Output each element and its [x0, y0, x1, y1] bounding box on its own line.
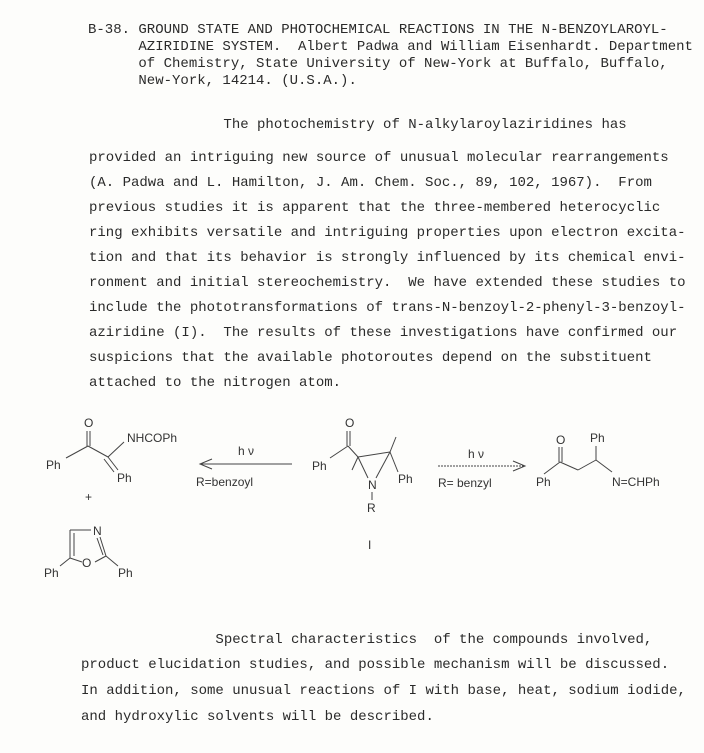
- body-line: previous studies it is apparent that the three-membered heterocyclic: [89, 200, 661, 216]
- phenyl-label: Ph: [312, 459, 327, 473]
- arrow-label-bottom: R= benzyl: [438, 476, 492, 490]
- bond-line: [560, 462, 578, 470]
- body-line: and hydroxylic solvents will be described.: [81, 709, 434, 725]
- bond-line: [330, 446, 348, 458]
- bond-line: [108, 457, 118, 470]
- body-line: product elucidation studies, and possible mechanism will be discussed.: [81, 657, 670, 673]
- body-line: Spectral characteristics of the compounds involved,: [81, 632, 653, 648]
- bond-line: [60, 558, 70, 566]
- atom-label: O: [84, 416, 94, 430]
- atom-label: O: [556, 433, 566, 447]
- body-line: suspicions that the available photoroutes depend on the substituent: [89, 350, 652, 366]
- bond-line: [544, 462, 560, 474]
- arrow-label-top: h ν: [238, 444, 255, 458]
- header-line: B-38. GROUND STATE AND PHOTOCHEMICAL REACTIONS IN THE N-BENZOYLAROYL-: [88, 22, 668, 38]
- header-line: AZIRIDINE SYSTEM. Albert Padwa and William Eisenhardt. Department: [88, 39, 693, 55]
- body-line: The photochemistry of N-alkylaroylaziridines has: [89, 117, 627, 133]
- right-arrow: [438, 447, 525, 490]
- body-line: aziridine (I). The results of these investigations have confirmed our: [89, 325, 678, 341]
- phenyl-label: Ph: [536, 475, 551, 489]
- bond-line: [70, 558, 82, 562]
- substituent-label: N=CHPh: [612, 475, 660, 489]
- body-line: tion and that its behavior is strongly influenced by its chemical envi-: [89, 250, 686, 266]
- bond-line: [88, 446, 108, 457]
- bond-line: [358, 457, 368, 478]
- phenyl-label: Ph: [46, 458, 61, 472]
- body-line: attached to the nitrogen atom.: [89, 375, 342, 391]
- phenyl-label: Ph: [117, 471, 132, 485]
- bond-line: [104, 459, 114, 472]
- arrow-label-top: h ν: [468, 447, 485, 461]
- phenyl-label: Ph: [398, 472, 413, 486]
- bond-line: [358, 452, 390, 457]
- substituent-label: NHCOPh: [127, 431, 178, 445]
- bond-line: [348, 446, 358, 457]
- bond-line: [390, 437, 396, 452]
- bond-line: [578, 460, 596, 470]
- bond-line: [97, 538, 103, 555]
- header-line: of Chemistry, State University of New-York at Buffalo, Buffalo,: [88, 56, 668, 72]
- bond-line: [352, 457, 358, 470]
- phenyl-label: Ph: [590, 431, 605, 445]
- right-product: [536, 431, 660, 489]
- aziridine-start: [312, 416, 413, 552]
- bond-line: [376, 452, 390, 478]
- body-line: ring exhibits versatile and intriguing properties upon electron excita-: [89, 225, 686, 241]
- bond-line: [390, 452, 398, 472]
- phenyl-label: Ph: [118, 566, 133, 580]
- atom-label: N: [93, 524, 102, 538]
- body-line: ronment and initial stereochemistry. We have extended these studies to: [89, 275, 686, 291]
- oxazole-product: [44, 524, 133, 580]
- atom-label: O: [82, 556, 92, 570]
- compound-label: I: [368, 538, 372, 552]
- body-line: include the phototransformations of trans-N-benzoyl-2-phenyl-3-benzoyl-: [89, 300, 686, 316]
- left-arrow: [196, 444, 292, 489]
- bond-line: [596, 460, 612, 472]
- body-line: In addition, some unusual reactions of I with base, heat, sodium iodide,: [81, 683, 686, 699]
- left-product: [46, 416, 177, 504]
- body-line: provided an intriguing new source of unusual molecular rearrangements: [89, 150, 669, 166]
- phenyl-label: Ph: [44, 566, 59, 580]
- header-line: New-York, 14214. (U.S.A.).: [88, 73, 357, 89]
- plus-sign: +: [85, 490, 93, 504]
- bond-line: [108, 442, 124, 457]
- atom-label: O: [345, 416, 355, 430]
- atom-label: N: [368, 478, 377, 492]
- bond-line: [66, 446, 88, 458]
- bond-line: [106, 556, 118, 566]
- atom-label: R: [367, 501, 376, 515]
- bond-line: [100, 537, 106, 556]
- body-line: (A. Padwa and L. Hamilton, J. Am. Chem. Soc., 89, 102, 1967). From: [89, 175, 652, 191]
- arrow-label-bottom: R=benzoyl: [196, 475, 254, 489]
- bond-line: [95, 556, 106, 562]
